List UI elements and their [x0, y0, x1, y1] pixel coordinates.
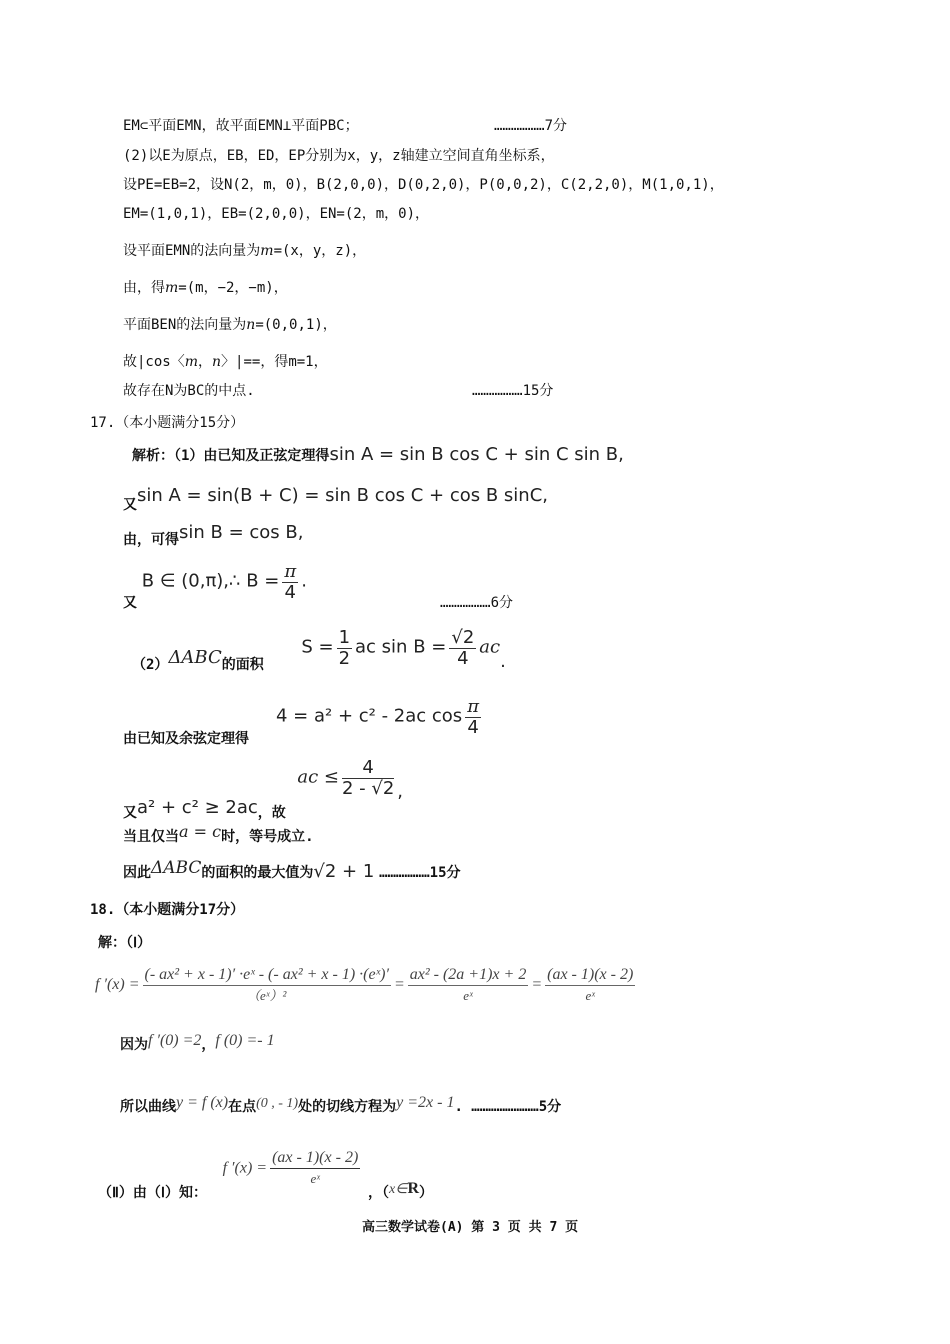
text: 又: [123, 594, 137, 611]
line-point-coordinates: 设PE=EB=2，设N(2，m，0)，B(2,0,0)，D(0,2,0)，P(0,0,2)，C(2,2,0)，M(1,0,1)，: [123, 177, 724, 193]
equation: sin A = sin(B + C) = sin B cos C + cos B sinC,: [137, 485, 548, 506]
line-conclusion-16: 故存在N为BC的中点.: [123, 383, 255, 399]
triangle-abc: ΔABC: [151, 858, 202, 878]
text: 又: [123, 497, 137, 513]
numerator: ax² - (2a +1)x + 2: [408, 965, 529, 986]
text: ，: [201, 1037, 216, 1053]
text: 由，可得: [123, 532, 179, 548]
equation: a = c: [179, 822, 222, 841]
q18-solution-label: 解：（Ⅰ）: [98, 935, 152, 951]
text: 平面BEN的法向量为: [123, 317, 247, 333]
denominator: 4: [284, 582, 296, 603]
q18-tangent-line: [120, 1092, 561, 1114]
numerator: (- ax² + x - 1)′ ·eˣ - (- ax² + x - 1) ·(eˣ)′: [143, 965, 391, 986]
equation: √2 + 1: [313, 861, 375, 882]
equation: sin B = cos B,: [179, 522, 304, 543]
score-15-q16: ………………15分: [472, 383, 554, 399]
vector-m: m: [184, 354, 198, 370]
q17-cosine-law-label: 由已知及余弦定理得: [123, 731, 249, 747]
line-coordinate-system: (2)以E为原点，EB，ED，EP分别为x，y，z轴建立空间直角坐标系，: [123, 148, 555, 164]
q17-sinA-line: [123, 485, 548, 513]
real-set: R: [407, 1179, 420, 1197]
fraction-sqrt2-4: [449, 628, 476, 669]
vector-n: n: [212, 354, 222, 370]
text: 故|cos〈: [123, 354, 185, 370]
equation: ac sin B =: [355, 636, 447, 658]
line-solve-m: [123, 278, 288, 298]
vector-m: m: [165, 280, 179, 296]
equals: =: [531, 976, 543, 994]
numerator: √2: [451, 627, 475, 648]
numerator: (ax - 1)(x - 2): [545, 965, 635, 986]
numerator: (ax - 1)(x - 2): [270, 1148, 360, 1169]
denominator: eˣ: [585, 988, 595, 1003]
text: （Ⅱ）由（Ⅰ）知：: [98, 1184, 208, 1201]
q17-cosine-law-eq: [276, 697, 484, 738]
score-15-q17: ………………15分: [379, 865, 461, 881]
q17-B-value-line: [123, 561, 307, 611]
equation: f (0) =- 1: [215, 1032, 275, 1049]
text: （2）: [132, 656, 169, 673]
text: ，: [198, 354, 212, 370]
page-footer: 高三数学试卷(A) 第 3 页 共 7 页: [362, 1220, 579, 1235]
text: 所以曲线: [120, 1099, 176, 1115]
line-cos-angle: [123, 352, 328, 372]
equation: y = f (x): [176, 1094, 229, 1111]
period: .: [301, 570, 307, 592]
comma: ,: [397, 780, 404, 802]
numerator: 1: [338, 627, 351, 648]
numerator: π: [284, 561, 297, 582]
fraction-pi-4: [282, 562, 298, 603]
text: 因为: [120, 1037, 148, 1053]
lhs: f ′(x) =: [95, 976, 140, 994]
text: 在点: [228, 1099, 257, 1115]
text: ，（: [368, 1184, 390, 1201]
text: ）: [419, 1184, 434, 1201]
vector-m: m: [260, 243, 274, 259]
fraction-expanded: [408, 965, 529, 1006]
equation: y =2x - 1: [396, 1094, 455, 1111]
equation: sin A = sin B cos C + sin C sin B,: [329, 444, 624, 465]
text: ，故: [257, 804, 286, 821]
fraction-1-2: [337, 628, 352, 669]
lhs: f ′(x) =: [222, 1159, 268, 1177]
line-text: EM⊂平面EMN，故平面EMN⊥平面PBC；: [123, 118, 359, 134]
numerator: π: [467, 696, 480, 717]
q18-because-line: [120, 1030, 275, 1051]
q17-part1-line: [132, 445, 624, 466]
text: 因此: [123, 865, 151, 881]
denominator: 2 - √2: [341, 778, 395, 799]
denominator: 2: [338, 648, 351, 669]
line-vectors: EM=(1,0,1)，EB=(2,0,0)，EN=(2，m，0)，: [123, 206, 430, 222]
equation: f ′(0) =2: [148, 1032, 202, 1049]
text: =(x，y，z)，: [273, 243, 367, 259]
q17-max-area-line: [123, 858, 461, 883]
q18-header: 18.（本小题满分17分）: [90, 902, 245, 918]
line-normal-ben: [123, 315, 337, 335]
point: (0 , - 1): [256, 1096, 299, 1111]
denominator: eˣ: [310, 1171, 320, 1186]
score-5: . ……………………5分: [454, 1099, 562, 1115]
fraction-factored: [545, 965, 635, 1006]
equation: B ∈ (0,π),∴ B =: [141, 570, 280, 592]
text: =(0,0,1)，: [255, 317, 337, 333]
text: 解析：（1）由已知及正弦定理得: [132, 448, 330, 464]
q17-header: 17.（本小题满分15分）: [90, 415, 245, 431]
equation: ac: [479, 636, 501, 658]
q18-derivative-equation: [95, 965, 638, 1006]
q17-area-line: [132, 627, 506, 673]
score-7: [494, 116, 567, 136]
text: 的面积的最大值为: [201, 865, 314, 881]
q17-inequality-line: [123, 757, 404, 821]
triangle-abc: ΔABC: [168, 646, 222, 668]
q18-part2-line: [98, 1148, 434, 1201]
domain: x∈: [389, 1181, 408, 1197]
text: 当且仅当: [123, 829, 179, 845]
denominator: 4: [457, 648, 469, 669]
fraction-factored: [270, 1148, 360, 1189]
text: 〉|==，得m=1，: [221, 354, 328, 370]
line-em-in-plane: [123, 116, 359, 136]
text: =(m，−2，−m)，: [178, 280, 288, 296]
denominator: eˣ: [463, 988, 473, 1003]
score-6: ………………6分: [440, 595, 514, 611]
equals: =: [393, 976, 405, 994]
vector-n: n: [246, 317, 256, 333]
denominator: （eˣ）²: [247, 988, 287, 1003]
equation: S =: [301, 636, 334, 658]
equation: a² + c² ≥ 2ac: [137, 796, 258, 818]
text: 由，得: [123, 280, 165, 296]
q17-equality-condition: [123, 822, 314, 847]
text: 的面积: [221, 656, 264, 673]
equation: 4 = a² + c² - 2ac cos: [276, 705, 463, 727]
denominator: 4: [467, 717, 479, 738]
text: 时，等号成立.: [221, 829, 314, 845]
text: 设平面EMN的法向量为: [123, 243, 261, 259]
equation: ac ≤: [297, 766, 339, 788]
fraction-pi-4: [465, 697, 481, 738]
score-text: ………………7分: [494, 118, 568, 134]
period: .: [500, 650, 506, 672]
fraction-derivative: [143, 965, 391, 1006]
q17-sinB-line: [123, 522, 304, 548]
fraction-4-over: [342, 758, 394, 799]
text: 处的切线方程为: [298, 1099, 397, 1115]
numerator: 4: [342, 758, 394, 779]
text: 又: [123, 804, 137, 821]
line-normal-emn: [123, 241, 366, 261]
